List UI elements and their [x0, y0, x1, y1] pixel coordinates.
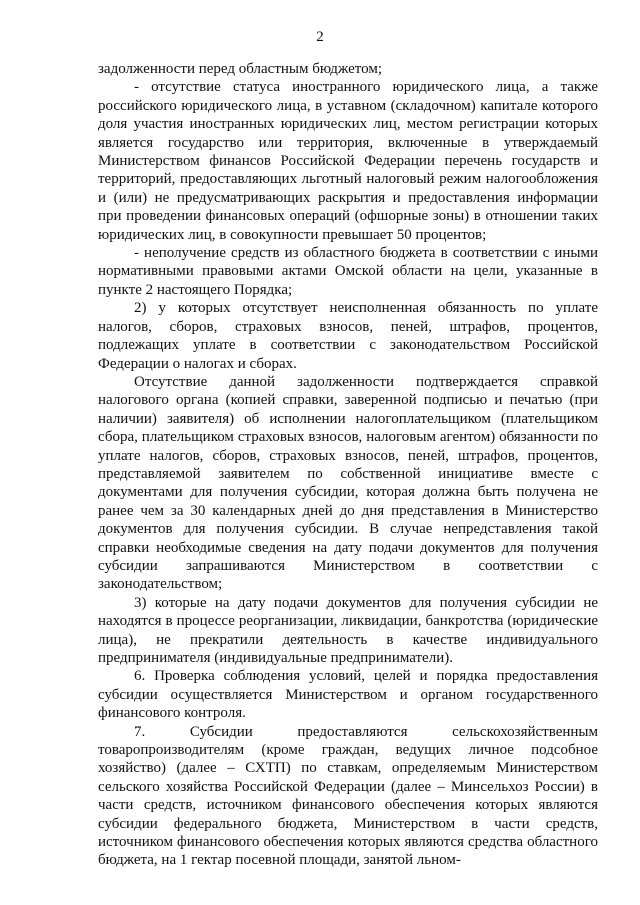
- paragraph-item-3: 3) которые на дату подачи документов для получения субсидии не находятся в процессе реорганизации, ликвидации, банкротства (юридические лица), не прекратили деятельность в качестве индивидуального предпринимателя (индивидуальные предприниматели).: [98, 594, 598, 666]
- document-body: [98, 60, 598, 870]
- paragraph-offshore-status: - отсутствие статуса иностранного юридического лица, а также российского юридического лица, в уставном (складочном) капитале которого доля участия иностранных юридических лиц, местом регистрации которых является государство или территория, включенные в утверждаемый Министерством финансов Российской Федерации перечень государств и территорий, предоставляющих льготный налоговый режим налогообложения и (или) не предусматривающих раскрытия и предоставления информации при проведении финансовых операций (офшорные зоны) в отношении таких юридических лиц, в совокупности превышает 50 процентов;: [98, 79, 598, 243]
- paragraph-section-6: 6. Проверка соблюдения условий, целей и порядка предоставления субсидии осуществляется Министерством и органом государственного финансового контроля.: [98, 668, 598, 722]
- paragraph-continuation: задолженности перед областным бюджетом;: [98, 61, 382, 77]
- page-number: 2: [316, 29, 324, 45]
- paragraph-tax-certificate: Отсутствие данной задолженности подтверждается справкой налогового органа (копией справки, заверенной подписью и печатью (при наличии) заявителя) об исполнении налогоплательщиком (плательщиком сбора, плательщиком страховых взносов, налоговым агентом) обязанности по уплате налогов, сборов, страховых взносов, пеней, штрафов, процентов, представляемой заявителем по собственной инициативе вместе с документами для получения субсидии, которая должна быть получена не ранее чем за 30 календарных дней до дня представления в Министерство документов для получения субсидии. В случае непредставления такой справки необходимые сведения на дату подачи документов для получения субсидии запрашиваются Министерством в соответствии с законодательством;: [98, 373, 598, 593]
- paragraph-item-2: 2) у которых отсутствует неисполненная обязанность по уплате налогов, сборов, страховых взносов, пеней, штрафов, процентов, подлежащих уплате в соответствии с законодательством Российской Федерации о налогах и сборах.: [98, 300, 598, 372]
- paragraph-no-other-funds: - неполучение средств из областного бюджета в соответствии с иными нормативными правовыми актами Омской области на цели, указанные в пункте 2 настоящего Порядка;: [98, 245, 598, 298]
- paragraph-section-7: 7. Субсидии предоставляются сельскохозяйственным товаропроизводителям (кроме граждан, ведущих личное подсобное хозяйство) (далее – СХТП) по ставкам, определяемым Министерством сельского хозяйства Российской Федерации (далее – Минсельхоз России) в части средств, источником финансового обеспечения которых являются субсидии федерального бюджета, Министерством в части средств, источником финансового обеспечения которых являются средства областного бюджета, на 1 гектар посевной площади, занятой льном-: [98, 723, 598, 869]
